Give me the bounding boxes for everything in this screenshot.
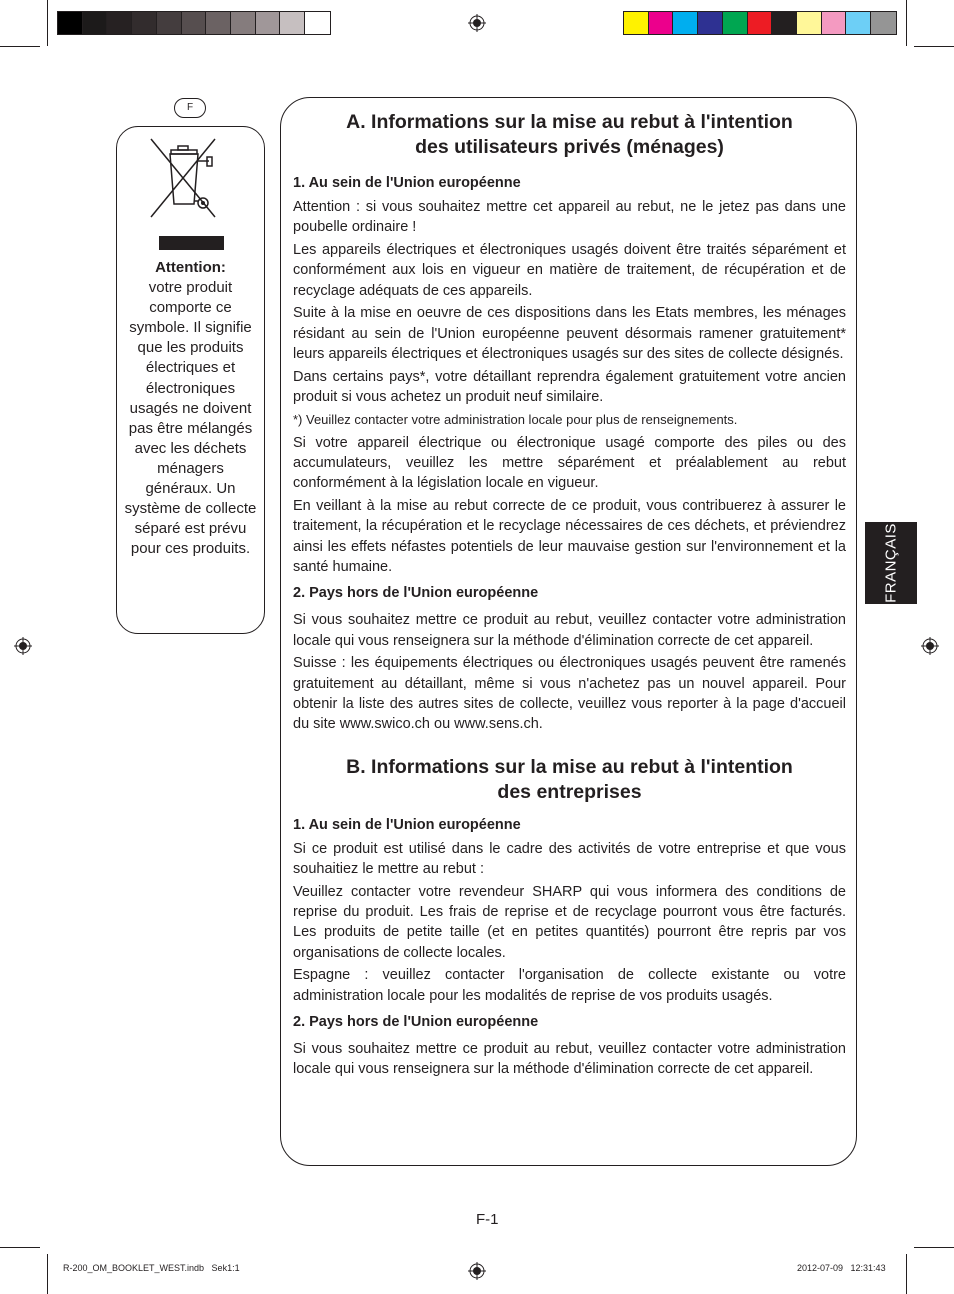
gray-swatch <box>157 12 182 34</box>
registration-mark-icon <box>14 637 32 655</box>
crop-mark <box>47 0 48 46</box>
color-swatch <box>797 12 822 34</box>
color-swatch <box>748 12 773 34</box>
paragraph: Suisse : les équipements électriques ou électroniques usagés peuvent être ramenés gratuitement au détaillant, même si vous n'achetez pas un nouvel appareil. Pour obtenir la liste des autres sites de collecte, veuillez vous reporter à la page d'accueil du site www.swico.ch ou www.sens.ch. <box>293 655 846 733</box>
section-a-title <box>293 110 846 160</box>
footnote: *) Veuillez contacter votre administration locale pour plus de renseignements. <box>293 411 738 427</box>
section-b-title-line2: des entreprises <box>497 780 642 803</box>
section-a-title-line1: A. Informations sur la mise au rebut à l'intention <box>346 111 793 133</box>
registration-mark-icon <box>921 637 939 655</box>
footer-file-info: R-200_OM_BOOKLET_WEST.indb Sek1:1 <box>63 1263 240 1273</box>
color-swatch <box>772 12 797 34</box>
attention-title: Attention: <box>155 259 226 276</box>
paragraph: Veuillez contacter votre revendeur SHARP qui vous informera des conditions de reprise du produit. Les frais de reprise et de recyclage pourront vous être facturés. Les produits de petite taille (et en petites quantités) pourront être repris par vos organisations de collecte locales. <box>293 883 846 961</box>
gray-swatch <box>280 12 305 34</box>
section-b-subheading-eu: 1. Au sein de l'Union européenne <box>293 816 521 833</box>
crop-mark <box>47 1254 48 1294</box>
crop-mark <box>914 46 954 47</box>
page-number: F-1 <box>476 1211 499 1228</box>
paragraph: Dans certains pays*, votre détaillant reprendra également gratuitement votre ancien produit si vous achetez un produit neuf similaire. <box>293 368 846 406</box>
paragraph: Les appareils électriques et électroniques usagés doivent être traités séparément et conformément aux lois en vigueur en matière de traitement, de récupération et de recyclage adéquats de ces appareils. <box>293 242 846 299</box>
gray-swatch <box>83 12 108 34</box>
gray-swatch <box>132 12 157 34</box>
section-a-subheading-non-eu: 2. Pays hors de l'Union européenne <box>293 585 539 602</box>
separate-collection-bar <box>159 236 224 250</box>
crop-mark <box>0 1247 40 1248</box>
paragraph: Attention : si vous souhaitez mettre cet appareil au rebut, ne le jetez pas dans une poubelle ordinaire ! <box>293 199 846 236</box>
process-color-bar <box>623 11 897 35</box>
paragraph: Si ce produit est utilisé dans le cadre des activités de votre entreprise et que vous souhaitiez le mettre au rebut : <box>293 840 846 877</box>
registration-mark-icon <box>468 1262 486 1280</box>
section-a-title-line2: des utilisateurs privés (ménages) <box>415 136 724 158</box>
section-b-subheading-non-eu: 2. Pays hors de l'Union européenne <box>293 1014 539 1030</box>
color-swatch <box>649 12 674 34</box>
crop-mark <box>0 46 40 47</box>
main-content <box>293 110 846 1082</box>
section-b-title <box>293 755 846 805</box>
paragraph: Si vous souhaitez mettre ce produit au rebut, veuillez contacter votre administration locale qui vous renseignera sur la méthode d'élimination correcte de cet appareil. <box>293 612 846 649</box>
language-tab <box>865 522 917 604</box>
color-swatch <box>846 12 871 34</box>
language-tab-label: FRANÇAIS <box>882 523 900 603</box>
crop-mark <box>906 1254 907 1294</box>
color-swatch <box>871 12 896 34</box>
crop-mark <box>914 1247 954 1248</box>
color-swatch <box>698 12 723 34</box>
registration-mark-icon <box>468 14 486 32</box>
paragraph: En veillant à la mise au rebut correcte de ce produit, vous contribuerez à assurer le traitement, la récupération et le recyclage nécessaires de ces déchets, et préviendrez ainsi les effets néfastes potentiels de leur mauvaise gestion sur l'environnement et la santé humaine. <box>293 498 846 576</box>
paragraph: Espagne : veuillez contacter l'organisation de collecte existante ou votre administration locale pour les modalités de reprise de vos produits usagés. <box>293 967 846 1004</box>
gray-swatch <box>182 12 207 34</box>
color-swatch <box>723 12 748 34</box>
color-swatch <box>673 12 698 34</box>
crop-mark <box>906 0 907 46</box>
grayscale-color-bar <box>57 11 331 35</box>
attention-text: votre produit comporte ce symbole. Il signifie que les produits électriques et électroniques usagés ne doivent pas être mélangés avec les déchets ménagers généraux. Un système de collecte séparé est prévu pour ces produits. <box>124 279 257 558</box>
gray-swatch <box>206 12 231 34</box>
gray-swatch <box>107 12 132 34</box>
paragraph: Si vous souhaitez mettre ce produit au rebut, veuillez contacter votre administration locale qui vous renseignera sur la méthode d'élimination correcte de cet appareil. <box>293 1041 846 1078</box>
gray-swatch <box>305 12 330 34</box>
crossed-out-wheelie-bin-icon <box>147 137 219 219</box>
paragraph: Suite à la mise en oeuvre de ces dispositions dans les Etats membres, les ménages résidant au sein de l'Union européenne peuvent désormais ramener gratuitement* leurs appareils électriques et électroniques usagés sur des sites de collecte désignés. <box>293 305 846 363</box>
color-swatch <box>822 12 847 34</box>
gray-swatch <box>58 12 83 34</box>
attention-text-block <box>122 258 259 559</box>
color-swatch <box>624 12 649 34</box>
section-b-title-line1: B. Informations sur la mise au rebut à l'intention <box>346 755 793 778</box>
language-letter-badge: F <box>174 98 206 118</box>
gray-swatch <box>231 12 256 34</box>
gray-swatch <box>256 12 281 34</box>
footer-date-time: 2012-07-09 12:31:43 <box>797 1263 886 1273</box>
section-a-subheading-eu: 1. Au sein de l'Union européenne <box>293 175 521 191</box>
paragraph: Si votre appareil électrique ou électronique usagé comporte des piles ou des accumulateurs, veuillez les mettre séparément et préalablement au rebut conformément à la législation locale en vigueur. <box>293 434 846 492</box>
